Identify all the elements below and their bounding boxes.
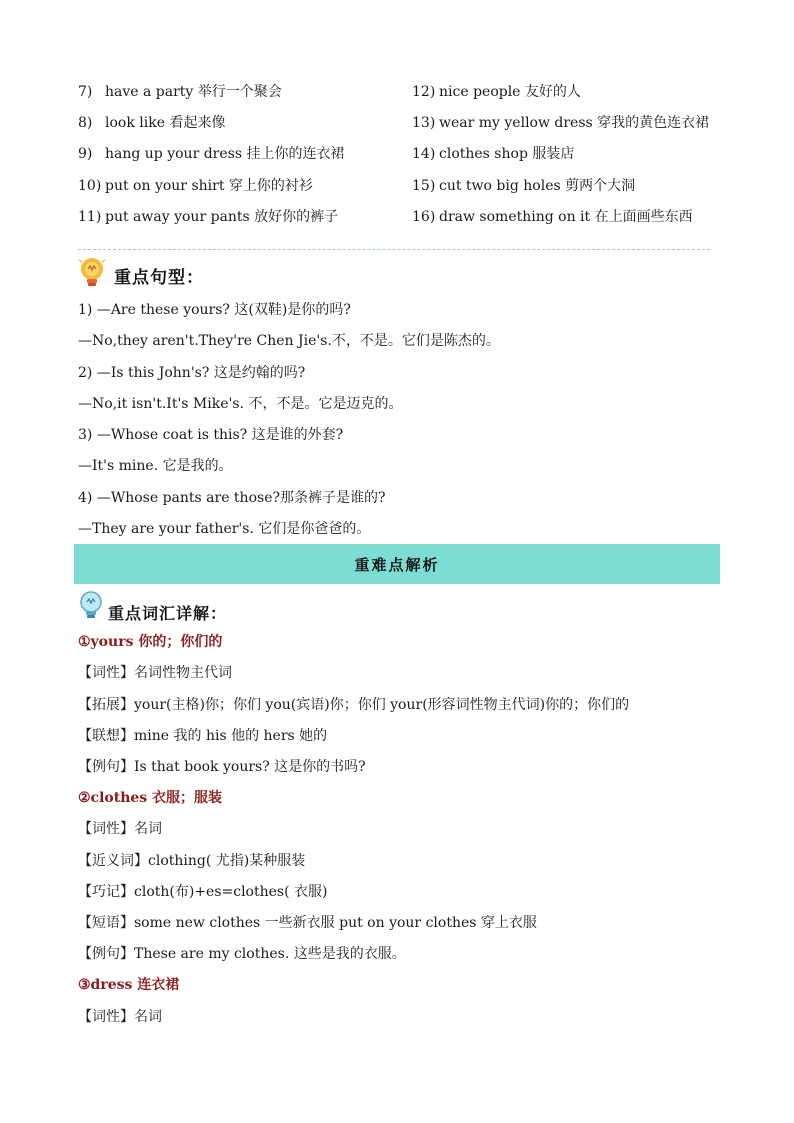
phrase-item: 14) clothes shop 服装店 xyxy=(412,146,575,162)
sentence-line: —It's mine. 它是我的。 xyxy=(78,458,233,474)
vocab-detail: 【近义词】clothing( 尤指)某种服装 xyxy=(78,853,306,869)
sentence-line: 4) —Whose pants are those?那条裤子是谁的? xyxy=(78,490,386,506)
sentence-line: —They are your father's. 它们是你爸爸的。 xyxy=(78,521,371,537)
vocab-headword: ②clothes 衣服；服装 xyxy=(78,790,223,806)
phrase-item: 11) put away your pants 放好你的裤子 xyxy=(78,209,339,225)
section-title-vocab: 重点词汇详解： xyxy=(108,604,228,623)
phrase-item: 16) draw something on it 在上面画些东西 xyxy=(412,209,693,225)
sentence-line: —No,they aren't.They're Chen Jie's.不，不是。它们是陈杰的。 xyxy=(78,333,500,349)
vocab-headword: ①yours 你的；你们的 xyxy=(78,634,223,650)
vocab-detail: 【巧记】cloth(布)+es=clothes( 衣服) xyxy=(78,884,328,900)
phrase-item: 12) nice people 友好的人 xyxy=(412,84,581,100)
section-divider xyxy=(78,249,710,250)
phrase-item: 7) have a party 举行一个聚会 xyxy=(78,84,282,100)
lightbulb-icon xyxy=(76,254,108,290)
section-title-sentences: 重点句型： xyxy=(114,268,204,288)
sentence-line: 2) —Is this John's? 这是约翰的吗? xyxy=(78,365,306,381)
vocab-detail: 【联想】mine 我的 his 他的 hers 她的 xyxy=(78,728,328,744)
vocab-detail: 【词性】名词 xyxy=(78,1009,162,1025)
section-banner: 重难点解析 xyxy=(74,544,720,584)
sentence-line: 1) —Are these yours? 这(双鞋)是你的吗? xyxy=(78,302,351,318)
phrase-item: 8) look like 看起来像 xyxy=(78,115,226,131)
vocab-detail: 【词性】名词 xyxy=(78,821,162,837)
vocab-detail: 【词性】名词性物主代词 xyxy=(78,665,232,681)
vocab-detail: 【例句】Is that book yours? 这是你的书吗? xyxy=(78,759,366,775)
lightbulb-icon xyxy=(77,589,105,621)
vocab-detail: 【例句】These are my clothes. 这些是我的衣服。 xyxy=(78,946,406,962)
sentence-line: 3) —Whose coat is this? 这是谁的外套? xyxy=(78,427,344,443)
phrase-item: 13) wear my yellow dress 穿我的黄色连衣裙 xyxy=(412,115,710,131)
vocab-detail: 【短语】some new clothes 一些新衣服 put on your clothes 穿上衣服 xyxy=(78,915,537,931)
phrase-item: 15) cut two big holes 剪两个大洞 xyxy=(412,178,636,194)
vocab-headword: ③dress 连衣裙 xyxy=(78,977,180,993)
vocab-detail: 【拓展】your(主格)你；你们 you(宾语)你；你们 your(形容词性物主代词)你的；你们的 xyxy=(78,697,630,713)
phrase-item: 9) hang up your dress 挂上你的连衣裙 xyxy=(78,146,345,162)
phrase-item: 10) put on your shirt 穿上你的衬衫 xyxy=(78,178,313,194)
sentence-line: —No,it isn't.It's Mike's. 不，不是。它是迈克的。 xyxy=(78,396,403,412)
